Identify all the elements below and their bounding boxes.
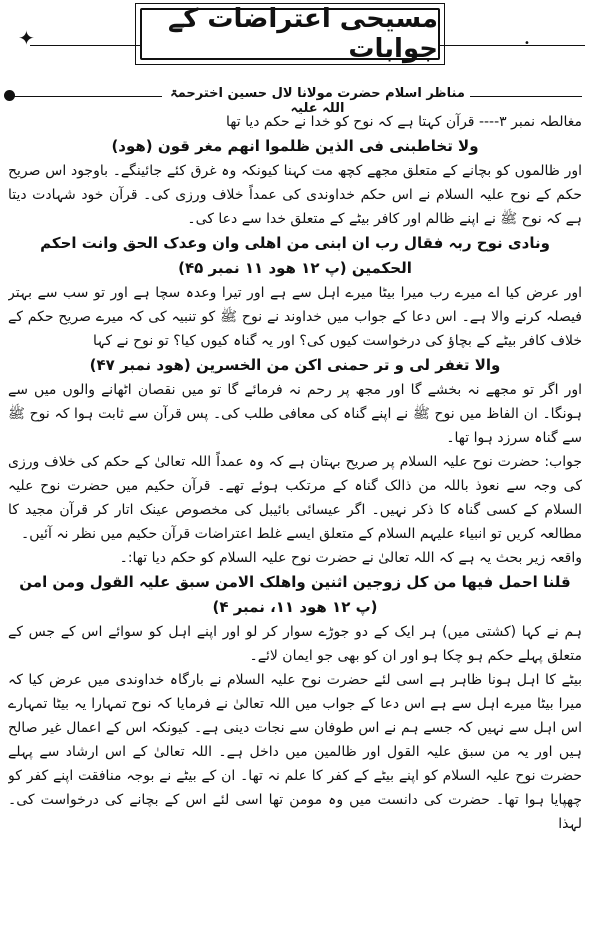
paragraph: اور ظالموں کو بچانے کے متعلق مجھے کچھ مت کہنا کیونکہ وہ غرق کئے جائینگے۔ باوجود اس صریح حکم کے نوح علیہ السلام نے اس حکم خداوندی کی عمداً خلاف ورزی کی۔ قرآن خود شہادت دیتا ہے کہ نوح ﷺ نے اپنے ظالم اور کافر بیٹے کے متعلق خدا سے دعا کی۔ [8,163,582,227]
author-name: مناظر اسلام حضرت مولانا لال حسین اخترحمۃ اللہ علیہ [170,86,465,116]
arabic-verse: قلنا احمل فیھا من کل زوجین اثنین واھلک الامن سبق علیہ القول ومن امن (پ ۱۲ ھود ۱۱، نمبر ۴) [19,573,571,616]
paragraph: واقعہ زیر بحث یہ ہے کہ اللہ تعالیٰ نے حضرت نوح علیہ السلام کو حکم دیا تھا:۔ [119,550,582,566]
arabic-verse: ونادی نوح ربہ فقال رب ان ابنی من اھلی وان وعدک الحق وانت احکم الحکمین (پ ۱۲ ھود ۱۱ نمبر ۴۵) [40,234,550,277]
star-ornament-icon: ✦ [18,26,35,50]
article-body [8,110,582,922]
arabic-verse: والا تغفر لی و تر حمنی اکن من الخسرین (ھود نمبر ۴۷) [89,356,501,374]
title-rule-left [30,45,140,46]
arabic-verse: ولا تخاطبنی فی الذین ظلموا انھم مغر قون (ھود) [111,137,479,155]
dot-ornament-icon: • [524,38,530,49]
title-rule-right [440,45,585,46]
paragraph: اور اگر تو مجھے نہ بخشے گا اور مجھ پر رحم نہ فرمائے گا تو میں نقصان اٹھانے والوں میں سے ہونگا۔ ان الفاظ میں نوح ﷺ نے اپنے گناہ کی معافی طلب کی۔ پس قرآن سے ثابت ہوا کہ نوح ﷺ سے گناہ سرزد ہوا تھا۔ [8,382,582,446]
paragraph: ہم نے کہا (کشتی میں) ہر ایک کے دو جوڑے سوار کر لو اور اپنے اہل کو سوائے اس کے جس کے متعلق پہلے حکم ہو چکا ہو اور ان کو بھی جو ایمان لائے۔ [8,624,582,664]
page-title: مسیحی اعتراضات کے جوابات [140,8,440,60]
paragraph: اور عرض کیا اے میرے رب میرا بیٹا میرے اہل سے ہے اور تیرا وعدہ سچا ہے اور تو سب سے بہتر فیصلہ کرنے والا ہے۔ اس دعا کے جواب میں خداوند نے نوح ﷺ کو تنبیہ کی کہ میرے صریح حکم کے خلاف کافر بیٹے کے بچاؤ کی درخواست کیوں کی؟ اور یہ گناہ کیوں کیا؟ تو نوح نے کہا [8,285,582,349]
author-rule-right [470,96,582,97]
author-line [0,86,590,116]
paragraph: بیٹے کا اہل ہونا ظاہر ہے اسی لئے حضرت نوح علیہ السلام نے بارگاہ خداوندی میں عرض کیا کہ میرا بیٹا میرے اہل سے ہے اس دعا کے جواب میں اللہ تعالیٰ نے فرمایا کہ نوح تمہارا یہ بیٹا تمہارے اس اہل سے نہیں کہ جسے ہم نے اس طوفان سے نجات دینی ہے۔ کیونکہ اس کے اعمال غیر صالح ہیں اور یہ من سبق علیہ القول اور ظالمین میں داخل ہے۔ اللہ تعالیٰ کے اس ارشاد سے پہلے حضرت نوح علیہ السلام کو اپنے بیٹے کے کفر کا علم نہ تھا۔ ان کے بیٹے نے بوجہ منافقت اپنے کفر کو چھپایا ہوا تھا۔ حضرت کی دانست میں وہ مومن تھا اسی لئے اس کے بچانے کی درخواست کی۔ لہذا [8,672,582,832]
paragraph: مغالطہ نمبر ۳---- قرآن کہتا ہے کہ نوح کو خدا نے حکم دیا تھا [226,114,582,130]
author-rule-left [12,96,162,97]
paragraph: جواب: حضرت نوح علیہ السلام پر صریح بہتان ہے کہ وہ عمداً اللہ تعالیٰ کے حکم کی خلاف ورزی کی وجہ سے نعوذ باللہ من ذالک گناہ کے مرتکب ہوئے تھے۔ قرآن حکیم میں حضرت نوح علیہ السلام کے کسی گناہ کا ذکر نہیں۔ اگر عیسائی بائیبل کی مخصوص عینک اتار کر قرآن مجید کا مطالعہ کریں تو انبیاء علیہم السلام کے متعلق ایسے غلط اعتراضات قرآن حکیم میں نظر نہ آئیں۔ [8,454,582,542]
